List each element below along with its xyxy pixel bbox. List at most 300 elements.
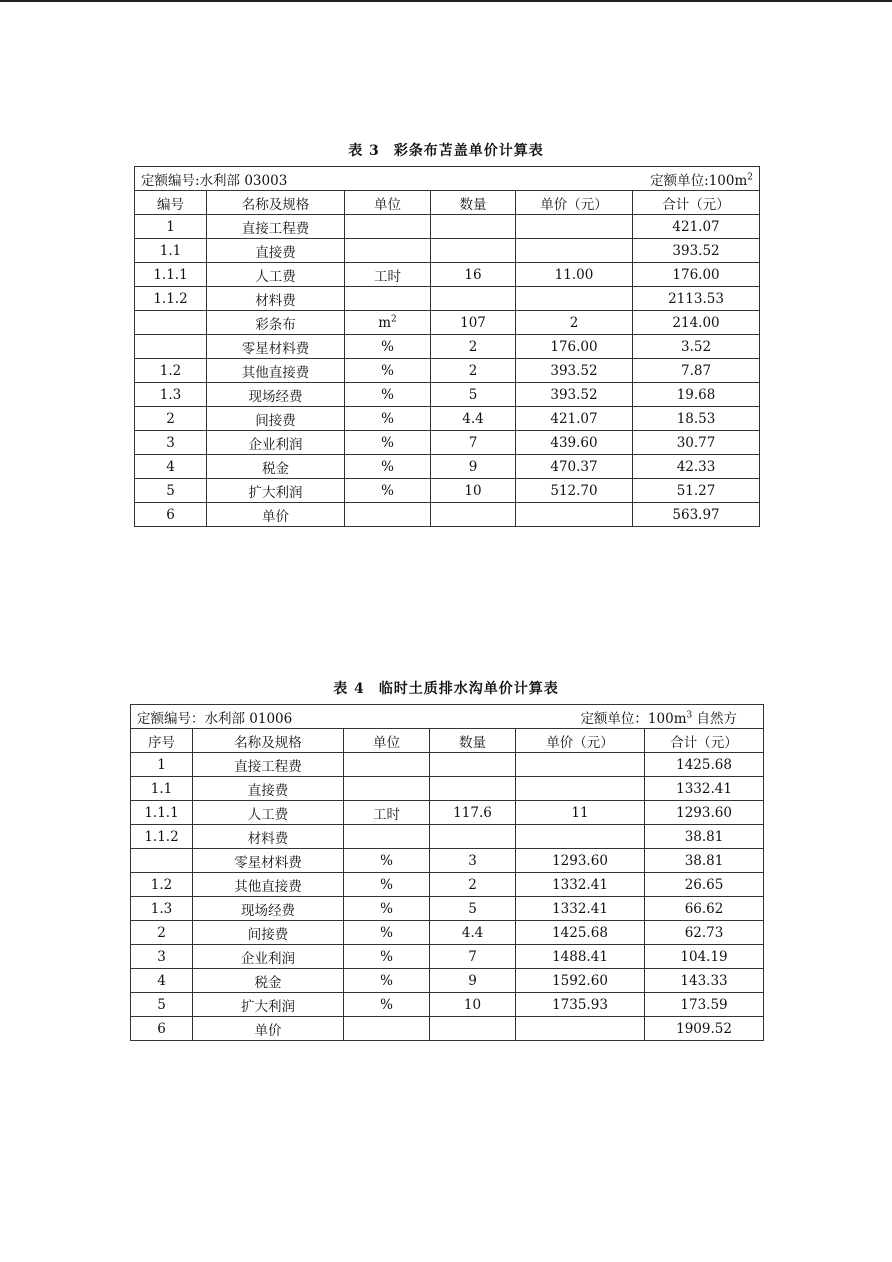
cell-quantity-text: 2	[468, 338, 478, 355]
page-top-border	[0, 0, 892, 2]
cell-number	[135, 383, 207, 407]
cell-number-text: 3	[157, 948, 166, 965]
cell-name	[207, 431, 345, 455]
cell-name	[193, 849, 344, 873]
cell-number	[135, 503, 207, 527]
cell-total	[645, 1017, 764, 1041]
cell-number	[131, 825, 193, 849]
cell-unit	[344, 873, 430, 897]
cell-unit-text: %	[381, 434, 394, 451]
column-header: 名称及规格	[207, 191, 345, 215]
cell-unit	[345, 263, 431, 287]
cell-unit-text: %	[381, 410, 394, 427]
table4-quota-unit	[580, 707, 737, 727]
cell-quantity	[431, 479, 516, 503]
cell-total-text: 173.59	[680, 996, 728, 1013]
cell-quantity	[430, 825, 516, 849]
cell-unit-price-text: 176.00	[550, 338, 598, 355]
cell-quantity-text: 4.4	[461, 924, 484, 941]
cell-unit-price	[516, 753, 645, 777]
cell-name-text: 单价	[262, 508, 289, 525]
cell-unit	[345, 479, 431, 503]
cell-name-text: 间接费	[255, 412, 296, 429]
cell-unit-price	[516, 849, 645, 873]
cell-number	[135, 359, 207, 383]
cell-number-text: 2	[166, 410, 175, 427]
table-row	[135, 503, 760, 527]
cell-number-text: 1.1.1	[153, 266, 188, 283]
cell-number-text: 5	[157, 996, 166, 1013]
cell-name	[207, 287, 345, 311]
cell-unit-price	[516, 873, 645, 897]
cell-unit	[345, 287, 431, 311]
cell-quantity	[430, 993, 516, 1017]
cell-unit	[345, 335, 431, 359]
table-row	[131, 945, 764, 969]
cell-unit-price	[516, 455, 633, 479]
cell-quantity	[431, 215, 516, 239]
cell-name	[193, 873, 344, 897]
cell-total-text: 26.65	[684, 876, 724, 893]
table-row	[131, 825, 764, 849]
cell-name	[207, 383, 345, 407]
cell-quantity	[431, 263, 516, 287]
table3-body	[135, 167, 760, 527]
cell-quantity	[431, 503, 516, 527]
cell-total	[645, 993, 764, 1017]
cell-unit	[345, 383, 431, 407]
cell-number	[135, 335, 207, 359]
cell-number	[131, 993, 193, 1017]
table-row	[135, 215, 760, 239]
cell-total	[645, 921, 764, 945]
cell-unit	[344, 777, 430, 801]
cell-unit-price	[516, 239, 633, 263]
cell-total	[633, 239, 760, 263]
cell-name-text: 彩条布	[255, 316, 296, 333]
cell-total-text: 1909.52	[676, 1020, 732, 1037]
table-row	[131, 993, 764, 1017]
table4-title: 临时土质排水沟单价计算表	[378, 681, 559, 697]
cell-unit-price-text: 470.37	[550, 458, 598, 475]
cell-total-text: 176.00	[672, 266, 720, 283]
cell-number-text: 1.2	[150, 876, 173, 893]
cell-number-text: 1.1	[159, 242, 182, 259]
cell-name-text: 直接费	[247, 782, 289, 799]
cell-number	[135, 239, 207, 263]
table3-quota-cell	[135, 167, 760, 191]
cell-name-text: 间接费	[247, 926, 289, 943]
cell-quantity-text: 7	[468, 948, 477, 965]
cell-number-text: 1.1.2	[144, 828, 179, 845]
cell-name-text: 其他直接费	[234, 878, 302, 895]
cell-total-text: 19.68	[676, 386, 716, 403]
cell-unit	[344, 1017, 430, 1041]
cell-unit	[344, 849, 430, 873]
table4	[130, 704, 764, 1041]
cell-number-text: 1.3	[159, 386, 182, 403]
cell-total-text: 7.87	[680, 362, 712, 379]
cell-quantity	[431, 335, 516, 359]
cell-number-text: 1.1.2	[153, 290, 188, 307]
cell-unit-price-text: 1425.68	[552, 924, 608, 941]
cell-name	[207, 455, 345, 479]
table-row	[135, 383, 760, 407]
cell-total	[633, 479, 760, 503]
cell-quantity-text: 10	[463, 996, 482, 1013]
cell-unit-price	[516, 311, 633, 335]
cell-quantity-text: 117.6	[453, 804, 492, 821]
table-row	[135, 311, 760, 335]
cell-number-text: 4	[166, 458, 175, 475]
cell-unit-price-text: 11	[571, 804, 589, 821]
cell-unit	[344, 921, 430, 945]
cell-number	[131, 753, 193, 777]
cell-name-text: 企业利润	[241, 950, 295, 967]
cell-unit	[345, 215, 431, 239]
cell-name-text: 直接工程费	[241, 220, 310, 237]
cell-unit	[344, 825, 430, 849]
cell-total-text: 38.81	[684, 852, 724, 869]
cell-unit-price	[516, 479, 633, 503]
cell-unit	[345, 431, 431, 455]
cell-number-text: 1	[166, 218, 175, 235]
table4-body	[131, 705, 764, 1041]
cell-total	[645, 849, 764, 873]
table4-quota-row	[131, 705, 764, 729]
cell-quantity-text: 3	[468, 852, 477, 869]
cell-name-text: 材料费	[255, 292, 296, 309]
cell-number-text: 6	[157, 1020, 166, 1037]
cell-total-text: 1425.68	[676, 756, 732, 773]
cell-unit-price	[516, 825, 645, 849]
cell-unit-price	[516, 801, 645, 825]
table-row	[131, 969, 764, 993]
cell-name	[207, 479, 345, 503]
table-row	[131, 873, 764, 897]
cell-total-text: 62.73	[684, 924, 724, 941]
cell-number	[131, 945, 193, 969]
cell-total	[645, 777, 764, 801]
cell-unit-text: %	[380, 876, 393, 893]
cell-unit-text: %	[381, 338, 394, 355]
table4-quota-unit-suffix: 自然方	[692, 710, 738, 727]
cell-unit-price	[516, 945, 645, 969]
cell-name-text: 材料费	[247, 830, 289, 847]
table-row	[131, 921, 764, 945]
table4-quota-number: 定额编号：水利部 01006	[137, 710, 293, 727]
cell-name-text: 企业利润	[248, 436, 303, 453]
cell-name	[193, 777, 344, 801]
cell-total-text: 51.27	[676, 482, 716, 499]
cell-name-text: 零星材料费	[234, 854, 302, 871]
cell-name	[207, 335, 345, 359]
table3	[134, 166, 760, 527]
table-row	[135, 407, 760, 431]
cell-total	[645, 897, 764, 921]
cell-quantity-text: 5	[468, 900, 477, 917]
cell-quantity	[430, 945, 516, 969]
table-row	[135, 335, 760, 359]
cell-total-text: 18.53	[676, 410, 716, 427]
column-header: 数量	[431, 191, 516, 215]
cell-quantity	[430, 1017, 516, 1041]
table3-quota-row	[135, 167, 760, 191]
cell-unit-price-text: 1735.93	[552, 996, 608, 1013]
table4-quota-unit-sup: 3	[686, 710, 693, 720]
column-header: 序号	[131, 729, 193, 753]
table3-quota-number: 定额编号:水利部 03003	[141, 172, 288, 189]
cell-total	[645, 753, 764, 777]
cell-unit-price-text: 1592.60	[552, 972, 608, 989]
cell-unit	[345, 503, 431, 527]
cell-number	[131, 801, 193, 825]
cell-quantity	[431, 383, 516, 407]
table-row	[131, 753, 764, 777]
table-row	[135, 263, 760, 287]
cell-quantity-text: 16	[464, 266, 482, 283]
cell-number-text: 1.1.1	[144, 804, 179, 821]
cell-unit-price-text: 1332.41	[552, 876, 608, 893]
table-row	[135, 359, 760, 383]
table-row	[131, 849, 764, 873]
cell-unit	[344, 969, 430, 993]
cell-number-text: 3	[166, 434, 175, 451]
cell-quantity	[431, 455, 516, 479]
cell-number-text: 1	[157, 756, 166, 773]
cell-name-text: 直接工程费	[234, 758, 302, 775]
cell-unit-price	[516, 215, 633, 239]
cell-name	[193, 753, 344, 777]
cell-total-text: 563.97	[672, 506, 720, 523]
table-row	[131, 897, 764, 921]
cell-name	[207, 359, 345, 383]
cell-name-text: 税金	[262, 460, 289, 477]
cell-unit-text: %	[381, 482, 394, 499]
cell-number	[135, 455, 207, 479]
cell-unit-sup: 2	[391, 314, 397, 324]
cell-unit-price	[516, 263, 633, 287]
cell-number	[135, 479, 207, 503]
cell-quantity-text: 107	[460, 314, 486, 331]
cell-unit-price-text: 1488.41	[552, 948, 608, 965]
column-header: 合计（元）	[645, 729, 764, 753]
cell-total	[645, 801, 764, 825]
cell-quantity	[430, 849, 516, 873]
cell-total	[633, 431, 760, 455]
cell-quantity	[430, 753, 516, 777]
table-row	[135, 287, 760, 311]
cell-name	[207, 503, 345, 527]
cell-total	[645, 873, 764, 897]
cell-number	[131, 849, 193, 873]
cell-quantity	[431, 431, 516, 455]
cell-unit-text: 工时	[373, 806, 400, 823]
cell-unit-text: %	[381, 458, 394, 475]
cell-total	[633, 503, 760, 527]
cell-number-text: 1.1	[150, 780, 173, 797]
cell-name	[207, 215, 345, 239]
cell-number	[135, 311, 207, 335]
cell-unit-price-text: 11.00	[554, 266, 594, 283]
table-row	[135, 431, 760, 455]
table3-quota-unit	[650, 169, 753, 189]
cell-quantity	[431, 311, 516, 335]
table-row	[135, 455, 760, 479]
table3-number: 表 3	[348, 143, 380, 159]
cell-total	[645, 945, 764, 969]
cell-total	[633, 407, 760, 431]
cell-number	[135, 287, 207, 311]
cell-total-text: 3.52	[680, 338, 712, 355]
cell-unit-price	[516, 383, 633, 407]
cell-number	[135, 215, 207, 239]
cell-total-text: 214.00	[672, 314, 720, 331]
cell-number-text: 4	[157, 972, 166, 989]
cell-unit	[345, 407, 431, 431]
column-header: 数量	[430, 729, 516, 753]
cell-unit-price-text: 393.52	[550, 386, 598, 403]
column-header: 单价（元）	[516, 191, 633, 215]
cell-unit-price	[516, 969, 645, 993]
cell-number-text: 2	[157, 924, 166, 941]
cell-number	[131, 969, 193, 993]
cell-unit-price	[516, 359, 633, 383]
cell-total	[633, 383, 760, 407]
cell-name-text: 现场经费	[248, 388, 303, 405]
table3-caption	[0, 140, 892, 160]
cell-unit-price	[516, 993, 645, 1017]
cell-total-text: 143.33	[680, 972, 728, 989]
cell-total-text: 30.77	[676, 434, 716, 451]
cell-unit-price	[516, 335, 633, 359]
cell-quantity	[430, 801, 516, 825]
cell-name	[193, 897, 344, 921]
cell-quantity-text: 7	[468, 434, 478, 451]
cell-unit-price	[516, 1017, 645, 1041]
cell-name	[207, 407, 345, 431]
cell-name	[193, 1017, 344, 1041]
cell-unit-text: %	[380, 996, 393, 1013]
cell-unit-price	[516, 431, 633, 455]
table-row	[131, 777, 764, 801]
cell-name-text: 零星材料费	[241, 340, 310, 357]
cell-name	[207, 239, 345, 263]
cell-total	[633, 215, 760, 239]
column-header: 编号	[135, 191, 207, 215]
cell-quantity	[431, 359, 516, 383]
cell-unit	[345, 239, 431, 263]
table3-column-header-row	[135, 191, 760, 215]
cell-unit-price	[516, 921, 645, 945]
cell-quantity-text: 2	[468, 876, 477, 893]
cell-total	[645, 825, 764, 849]
cell-unit-price	[516, 287, 633, 311]
table-row	[135, 239, 760, 263]
cell-name	[193, 945, 344, 969]
cell-unit-price-text: 439.60	[550, 434, 598, 451]
cell-quantity-text: 5	[468, 386, 478, 403]
column-header: 单位	[344, 729, 430, 753]
cell-name-text: 人工费	[247, 806, 289, 823]
cell-number	[131, 897, 193, 921]
cell-quantity	[430, 921, 516, 945]
cell-name	[193, 825, 344, 849]
cell-total-text: 42.33	[676, 458, 716, 475]
cell-name-text: 直接费	[255, 244, 296, 261]
cell-total	[633, 287, 760, 311]
table3-quota-unit-text: 定额单位:100m	[650, 172, 748, 189]
cell-number	[135, 263, 207, 287]
cell-number	[135, 431, 207, 455]
cell-unit	[345, 359, 431, 383]
cell-number-text: 1.2	[159, 362, 182, 379]
cell-unit-price-text: 421.07	[550, 410, 598, 427]
cell-total	[633, 335, 760, 359]
cell-unit-price-text: 512.70	[550, 482, 598, 499]
table-row	[131, 1017, 764, 1041]
cell-total-text: 104.19	[680, 948, 728, 965]
table3-quota-unit-sup: 2	[747, 172, 754, 182]
column-header: 单位	[345, 191, 431, 215]
table4-caption	[0, 678, 892, 698]
cell-quantity-text: 9	[468, 972, 477, 989]
cell-name-text: 其他直接费	[241, 364, 310, 381]
cell-total	[633, 263, 760, 287]
cell-name	[193, 921, 344, 945]
cell-unit	[345, 455, 431, 479]
table3-title: 彩条布苫盖单价计算表	[393, 143, 544, 159]
cell-quantity	[430, 897, 516, 921]
cell-unit-text: 工时	[374, 268, 401, 285]
cell-unit-price-text: 393.52	[550, 362, 598, 379]
cell-total-text: 2113.53	[668, 290, 724, 307]
column-header: 名称及规格	[193, 729, 344, 753]
cell-unit-price	[516, 897, 645, 921]
cell-unit-text: %	[381, 386, 394, 403]
cell-number	[135, 407, 207, 431]
cell-quantity-text: 4.4	[462, 410, 484, 427]
cell-unit	[344, 993, 430, 1017]
cell-unit-text: %	[380, 972, 393, 989]
cell-name-text: 税金	[254, 974, 282, 991]
cell-unit-price	[516, 407, 633, 431]
cell-name	[193, 969, 344, 993]
cell-name	[193, 801, 344, 825]
cell-total-text: 1332.41	[676, 780, 732, 797]
cell-unit-text: %	[380, 948, 393, 965]
cell-name	[207, 263, 345, 287]
cell-quantity	[430, 777, 516, 801]
cell-number	[131, 777, 193, 801]
cell-quantity	[431, 407, 516, 431]
table4-number: 表 4	[333, 681, 365, 697]
cell-total-text: 38.81	[684, 828, 724, 845]
cell-unit-text: m	[378, 314, 392, 331]
cell-number	[131, 873, 193, 897]
cell-name	[207, 311, 345, 335]
cell-total	[633, 455, 760, 479]
cell-name-text: 人工费	[255, 268, 296, 285]
cell-quantity	[430, 969, 516, 993]
cell-number-text: 6	[166, 506, 175, 523]
cell-quantity-text: 10	[464, 482, 482, 499]
cell-name-text: 扩大利润	[241, 998, 295, 1015]
cell-name-text: 现场经费	[241, 902, 295, 919]
cell-number	[131, 921, 193, 945]
cell-total	[645, 969, 764, 993]
table4-column-header-row	[131, 729, 764, 753]
